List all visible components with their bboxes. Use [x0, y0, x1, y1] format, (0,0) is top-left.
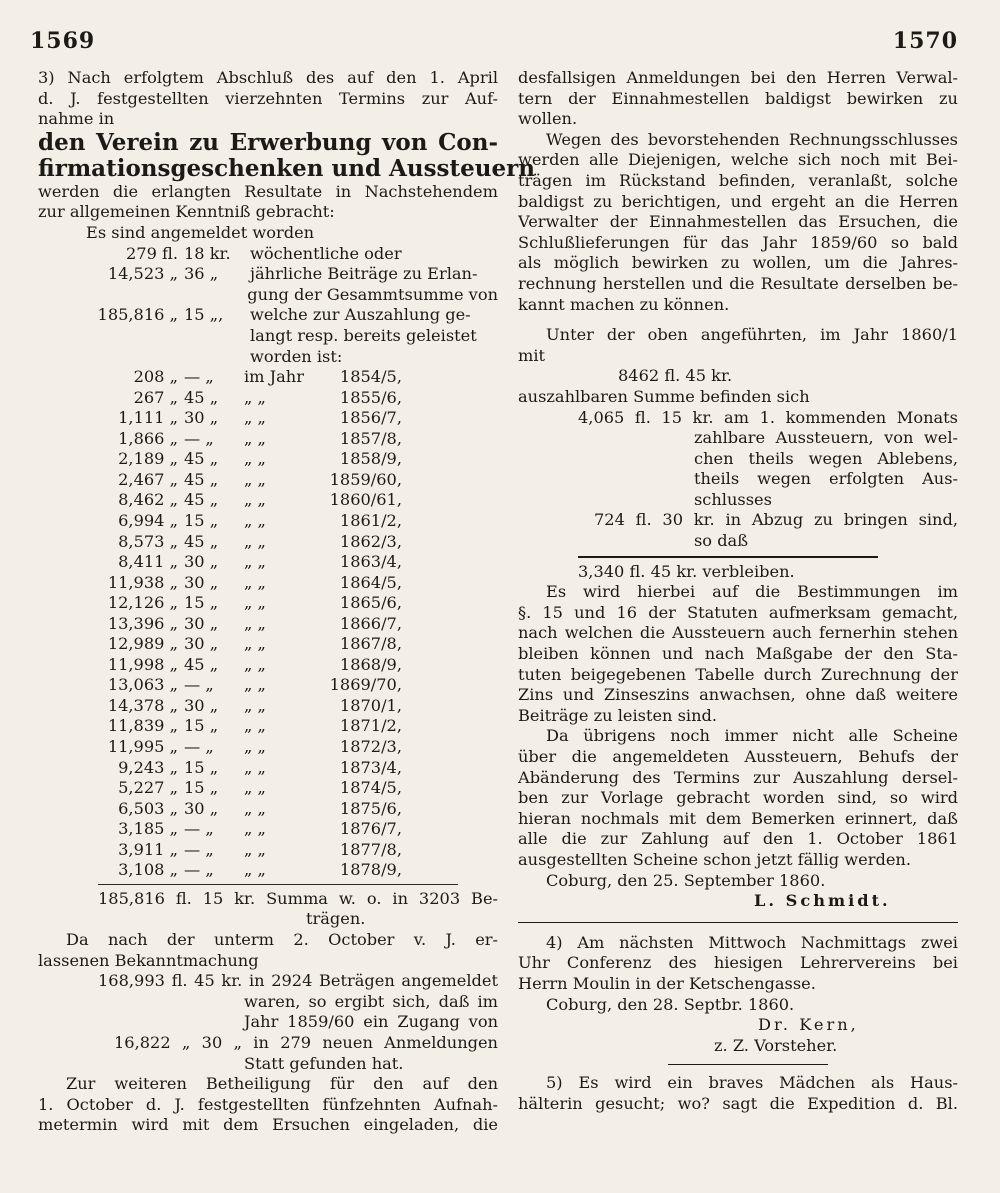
year-row: [38, 573, 498, 594]
year-row: [38, 367, 498, 388]
year-amount-kr: — „: [184, 736, 214, 756]
year-amount-fl: 11,998 „: [107, 654, 178, 674]
year-row: [38, 860, 498, 881]
year-prefix: „ „: [244, 757, 266, 777]
summa-line: trägen.: [306, 909, 366, 929]
year-amount-fl: 267 „: [133, 387, 178, 407]
text-line: über die angemeldeten Aussteuern, Behufs der: [518, 747, 958, 766]
year-label: 1859/60,: [329, 469, 402, 489]
year-amount-fl: 12,126 „: [107, 593, 178, 613]
amount-fl: [38, 326, 178, 347]
year-row: [38, 408, 498, 429]
year-amount-fl: 2,467 „: [118, 469, 178, 489]
registration-table: [38, 244, 498, 368]
year-prefix: „ „: [244, 675, 266, 695]
year-row: [38, 840, 498, 861]
year-prefix: „ „: [244, 819, 266, 839]
year-label: 1874/5,: [339, 778, 402, 798]
summa-line: 185,816 fl. 15 kr. Summa w. o. in 3203 Be-: [98, 888, 498, 908]
year-prefix: „ „: [244, 778, 266, 798]
year-amount-kr: 15 „: [184, 716, 219, 736]
year-label: 1869/70,: [329, 675, 402, 695]
text-line: 1. October d. J. festgestellten fünfzehnten Aufnah-: [38, 1094, 498, 1114]
amount-fl: 279 fl.: [126, 243, 178, 263]
year-amount-kr: 15 „: [184, 510, 219, 530]
table-row: [38, 244, 498, 265]
year-amount-kr: 30 „: [184, 572, 219, 592]
year-amount-fl: 3,911 „: [118, 839, 178, 859]
year-prefix: „ „: [244, 469, 266, 489]
text-line: Da nach der unterm 2. October v. J. er-: [66, 929, 498, 949]
year-amount-fl: 5,227 „: [118, 778, 178, 798]
year-amount-kr: 30 „: [184, 408, 219, 428]
text-line: bleiben können und nach Maßgabe der den Sta-: [518, 644, 958, 664]
text-line: Unter der oben angeführten, im Jahr 1860/1: [546, 325, 958, 345]
amount-kr: 36 „: [184, 264, 219, 284]
text-line: wollen.: [518, 109, 578, 129]
year-amount-kr: 30 „: [184, 798, 219, 818]
year-label: 1860/61,: [329, 490, 402, 510]
text-line: Da übrigens noch immer nicht alle Scheine: [546, 726, 958, 746]
year-label: 1857/8,: [339, 428, 402, 448]
text-line: zahlbare Aussteuern, von wel-: [694, 428, 958, 448]
notice-line: 4) Am nächsten Mittwoch Nachmittags zwei: [546, 932, 958, 952]
year-label: 1871/2,: [339, 716, 402, 736]
year-amount-kr: 45 „: [184, 490, 219, 510]
year-prefix: „ „: [244, 552, 266, 572]
section-rule: [518, 922, 958, 923]
left-column: [38, 68, 535, 1136]
year-amount-kr: 30 „: [184, 552, 219, 572]
text-line: metermin wird mit dem Ersuchen eingeladen, die: [38, 1115, 498, 1135]
year-row: [38, 655, 498, 676]
year-row: [38, 593, 498, 614]
year-prefix: „ „: [244, 408, 266, 428]
amount-fl: 14,523 „: [107, 264, 178, 284]
year-row: [38, 490, 498, 511]
year-row: [38, 614, 498, 635]
entry-text: jährliche Beiträge zu Erlan-: [250, 264, 478, 284]
year-amount-fl: 3,108 „: [118, 860, 178, 880]
text-line: lassenen Bekanntmachung: [38, 950, 259, 970]
year-amount-kr: 30 „: [184, 613, 219, 633]
signature-title: z. Z. Vorsteher.: [714, 1035, 838, 1055]
year-amount-kr: — „: [184, 860, 214, 880]
text-line: 16,822 „ 30 „ in 279 neuen Anmeldungen: [114, 1032, 498, 1052]
text-line: ausgestellten Scheine schon jetzt fällig werden.: [518, 849, 911, 869]
notice-line: hälterin gesucht; wo? sagt die Expedition d. Bl.: [518, 1093, 958, 1113]
place-date: Coburg, den 25. September 1860.: [546, 870, 826, 890]
amount-kr: 15 „,: [184, 305, 224, 325]
place-date: Coburg, den 28. Septbr. 1860.: [546, 994, 795, 1014]
text-line: rechnung herstellen und die Resultate derselben be-: [518, 273, 958, 293]
amount-kr: [178, 326, 244, 347]
year-amount-fl: 2,189 „: [118, 449, 178, 469]
amount-line: 8462 fl. 45 kr.: [618, 366, 733, 386]
year-label: 1861/2,: [339, 510, 402, 530]
notice-line: Herrn Moulin in der Ketschengasse.: [518, 973, 816, 993]
text-line: schlusses: [694, 489, 772, 509]
text-line: mit: [518, 345, 546, 365]
year-prefix: „ „: [244, 716, 266, 736]
year-amount-fl: 6,503 „: [118, 798, 178, 818]
year-row: [38, 778, 498, 799]
year-label: 1875/6,: [339, 798, 402, 818]
text-line: hieran nochmals mit dem Bemerken erinnert, daß: [518, 808, 958, 828]
page-number-right: 1570: [892, 28, 958, 54]
sum-rule: [98, 884, 458, 885]
year-amount-fl: 8,411 „: [118, 552, 178, 572]
year-amount-fl: 8,462 „: [118, 490, 178, 510]
entry-text: welche zur Auszahlung ge-: [250, 305, 471, 325]
year-row: [38, 819, 498, 840]
year-row: [38, 511, 498, 532]
year-row: [38, 470, 498, 491]
year-amount-kr: 45 „: [184, 449, 219, 469]
year-row: [38, 634, 498, 655]
sum-rule: [578, 556, 878, 558]
year-amount-fl: 14,378 „: [107, 695, 178, 715]
year-prefix: „ „: [244, 449, 266, 469]
year-amount-kr: 30 „: [184, 634, 219, 654]
entry-text: wöchentliche oder: [250, 243, 402, 263]
year-table: [38, 367, 498, 885]
text-line: §. 15 und 16 der Statuten aufmerksam gemacht,: [518, 602, 958, 622]
year-amount-fl: 6,994 „: [118, 510, 178, 530]
year-label: 1856/7,: [339, 408, 402, 428]
table-row: [38, 285, 498, 306]
year-prefix: im Jahr: [244, 367, 304, 387]
year-amount-kr: — „: [184, 367, 214, 387]
year-amount-fl: 9,243 „: [118, 757, 178, 777]
text-line: kannt machen zu können.: [518, 294, 730, 314]
amount-fl: [38, 347, 178, 368]
text-line: waren, so ergibt sich, daß im: [244, 991, 498, 1011]
year-label: 1866/7,: [339, 613, 402, 633]
section-rule: [668, 1064, 828, 1065]
text-line: 724 fl. 30 kr. in Abzug zu bringen sind,: [594, 510, 958, 530]
year-amount-kr: 30 „: [184, 695, 219, 715]
amount-kr: [178, 347, 244, 368]
entry-text: langt resp. bereits geleistet: [250, 325, 477, 345]
year-amount-kr: 45 „: [184, 531, 219, 551]
notice-line: Uhr Conferenz des hiesigen Lehrervereins bei: [518, 953, 958, 973]
year-row: [38, 388, 498, 409]
year-amount-fl: 13,063 „: [107, 675, 178, 695]
year-prefix: „ „: [244, 428, 266, 448]
year-label: 1872/3,: [339, 736, 402, 756]
year-prefix: „ „: [244, 490, 266, 510]
text-line: Verwalter der Einnahmestellen das Ersuchen, die: [518, 212, 958, 232]
text-line: 168,993 fl. 45 kr. in 2924 Beträgen angemeldet: [98, 971, 498, 991]
year-amount-kr: — „: [184, 675, 214, 695]
notice-line: 5) Es wird ein braves Mädchen als Haus-: [546, 1073, 958, 1093]
year-label: 1854/5,: [339, 367, 402, 387]
text-line: chen theils wegen Ablebens,: [694, 448, 958, 468]
year-prefix: „ „: [244, 593, 266, 613]
table-row: [38, 326, 498, 347]
year-row: [38, 716, 498, 737]
year-amount-fl: 12,989 „: [107, 634, 178, 654]
year-label: 1867/8,: [339, 634, 402, 654]
text-line: tuten beigegebenen Tabelle durch Zurechnung der: [518, 664, 958, 684]
year-amount-fl: 11,938 „: [107, 572, 178, 592]
text-line: baldigst zu berichtigen, und ergeht an die Herren: [518, 191, 958, 211]
signature: Dr. Kern,: [758, 1015, 859, 1035]
year-amount-kr: 15 „: [184, 778, 219, 798]
amount-line: 3,340 fl. 45 kr. verbleiben.: [578, 561, 795, 581]
year-label: 1870/1,: [339, 695, 402, 715]
text-line: alle die zur Zahlung auf den 1. October 1861: [518, 829, 958, 849]
year-row: [38, 449, 498, 470]
year-amount-kr: — „: [184, 428, 214, 448]
intro-line: d. J. festgestellten vierzehnten Termins zur Auf-: [38, 88, 498, 108]
year-label: 1868/9,: [339, 654, 402, 674]
text-line: trägen im Rückstand befinden, veranlaßt, solche: [518, 170, 958, 190]
year-amount-fl: 3,185 „: [118, 819, 178, 839]
page-number-left: 1569: [30, 28, 96, 54]
text-line: Beiträge zu leisten sind.: [518, 705, 718, 725]
text-line: werden die erlangten Resultate in Nachstehendem: [38, 181, 498, 201]
year-amount-kr: — „: [184, 819, 214, 839]
year-label: 1878/9,: [339, 860, 402, 880]
text-line: Es wird hierbei auf die Bestimmungen im: [546, 582, 958, 602]
year-prefix: „ „: [244, 839, 266, 859]
table-row: [38, 305, 498, 326]
year-label: 1858/9,: [339, 449, 402, 469]
text-line: Statt gefunden hat.: [244, 1053, 404, 1073]
table-row: [38, 264, 498, 285]
text-line: Zur weiteren Betheiligung für den auf den: [66, 1074, 498, 1094]
year-prefix: „ „: [244, 613, 266, 633]
text-line: 4,065 fl. 15 kr. am 1. kommenden Monats: [578, 407, 958, 427]
year-amount-fl: 11,839 „: [107, 716, 178, 736]
text-line: nach welchen die Aussteuern auch fernerhin stehen: [518, 623, 958, 643]
text-line: werden alle Diejenigen, welche sich noch mit Bei-: [518, 150, 958, 170]
entry-text: gung der Gesammtsumme von: [247, 284, 498, 304]
year-label: 1877/8,: [339, 839, 402, 859]
signature: L. Schmidt.: [754, 891, 891, 911]
text-line: theils wegen erfolgten Aus-: [694, 469, 958, 489]
year-label: 1865/6,: [339, 593, 402, 613]
year-amount-kr: 15 „: [184, 757, 219, 777]
amount-kr: 18 kr.: [184, 243, 231, 263]
text-line: Schlußlieferungen für das Jahr 1859/60 so bald: [518, 232, 958, 252]
year-amount-fl: 1,111 „: [118, 408, 178, 428]
year-prefix: „ „: [244, 695, 266, 715]
year-prefix: „ „: [244, 510, 266, 530]
year-amount-fl: 208 „: [133, 367, 178, 387]
year-amount-kr: 15 „: [184, 593, 219, 613]
text-line: ben zur Vorlage gebracht worden sind, so wird: [518, 788, 958, 808]
year-row: [38, 675, 498, 696]
text-line: Es sind angemeldet worden: [86, 222, 315, 242]
year-label: 1863/4,: [339, 552, 402, 572]
year-amount-kr: 45 „: [184, 387, 219, 407]
text-line: Abänderung des Termins zur Auszahlung dersel-: [518, 767, 958, 787]
year-row: [38, 799, 498, 820]
year-amount-fl: 11,995 „: [107, 736, 178, 756]
text-line: Wegen des bevorstehenden Rechnungsschlusses: [546, 129, 958, 149]
year-label: 1873/4,: [339, 757, 402, 777]
text-line: auszahlbaren Summe befinden sich: [518, 386, 810, 406]
table-row: [38, 347, 498, 368]
year-label: 1864/5,: [339, 572, 402, 592]
text-line: als möglich bewirken zu wollen, um die Jahres-: [518, 253, 958, 273]
year-row: [38, 429, 498, 450]
year-amount-kr: — „: [184, 839, 214, 859]
year-prefix: „ „: [244, 736, 266, 756]
year-row: [38, 532, 498, 553]
year-prefix: „ „: [244, 860, 266, 880]
association-heading: firmationsgeschenken und Aussteuern: [38, 154, 535, 182]
year-row: [38, 552, 498, 573]
association-heading: den Verein zu Erwerbung von Con-: [38, 128, 498, 156]
amount-fl: 185,816 „: [97, 305, 178, 325]
text-line: tern der Einnahmestellen baldigst bewirken zu: [518, 88, 958, 108]
year-label: 1862/3,: [339, 531, 402, 551]
text-line: so daß: [694, 531, 749, 551]
text-line: Zins und Zinseszins anwachsen, ohne daß weitere: [518, 685, 958, 705]
year-prefix: „ „: [244, 572, 266, 592]
entry-text: worden ist:: [250, 346, 343, 366]
year-amount-fl: 1,866 „: [118, 428, 178, 448]
year-label: 1855/6,: [339, 387, 402, 407]
year-amount-fl: 8,573 „: [118, 531, 178, 551]
amount-fl: [38, 285, 176, 306]
year-prefix: „ „: [244, 634, 266, 654]
year-row: [38, 758, 498, 779]
intro-line: 3) Nach erfolgtem Abschluß des auf den 1. April: [38, 68, 498, 87]
year-amount-fl: 13,396 „: [107, 613, 178, 633]
intro-line: nahme in: [38, 109, 115, 129]
text-line: Jahr 1859/60 ein Zugang von: [244, 1012, 498, 1032]
year-prefix: „ „: [244, 387, 266, 407]
amount-kr: [176, 285, 241, 306]
year-row: [38, 696, 498, 717]
text-line: zur allgemeinen Kenntniß gebracht:: [38, 202, 335, 222]
year-row: [38, 737, 498, 758]
year-amount-kr: 45 „: [184, 469, 219, 489]
year-prefix: „ „: [244, 654, 266, 674]
right-column: [518, 68, 958, 1115]
year-amount-kr: 45 „: [184, 654, 219, 674]
text-line: desfallsigen Anmeldungen bei den Herren Verwal-: [518, 68, 958, 87]
year-prefix: „ „: [244, 531, 266, 551]
year-label: 1876/7,: [339, 819, 402, 839]
year-prefix: „ „: [244, 798, 266, 818]
